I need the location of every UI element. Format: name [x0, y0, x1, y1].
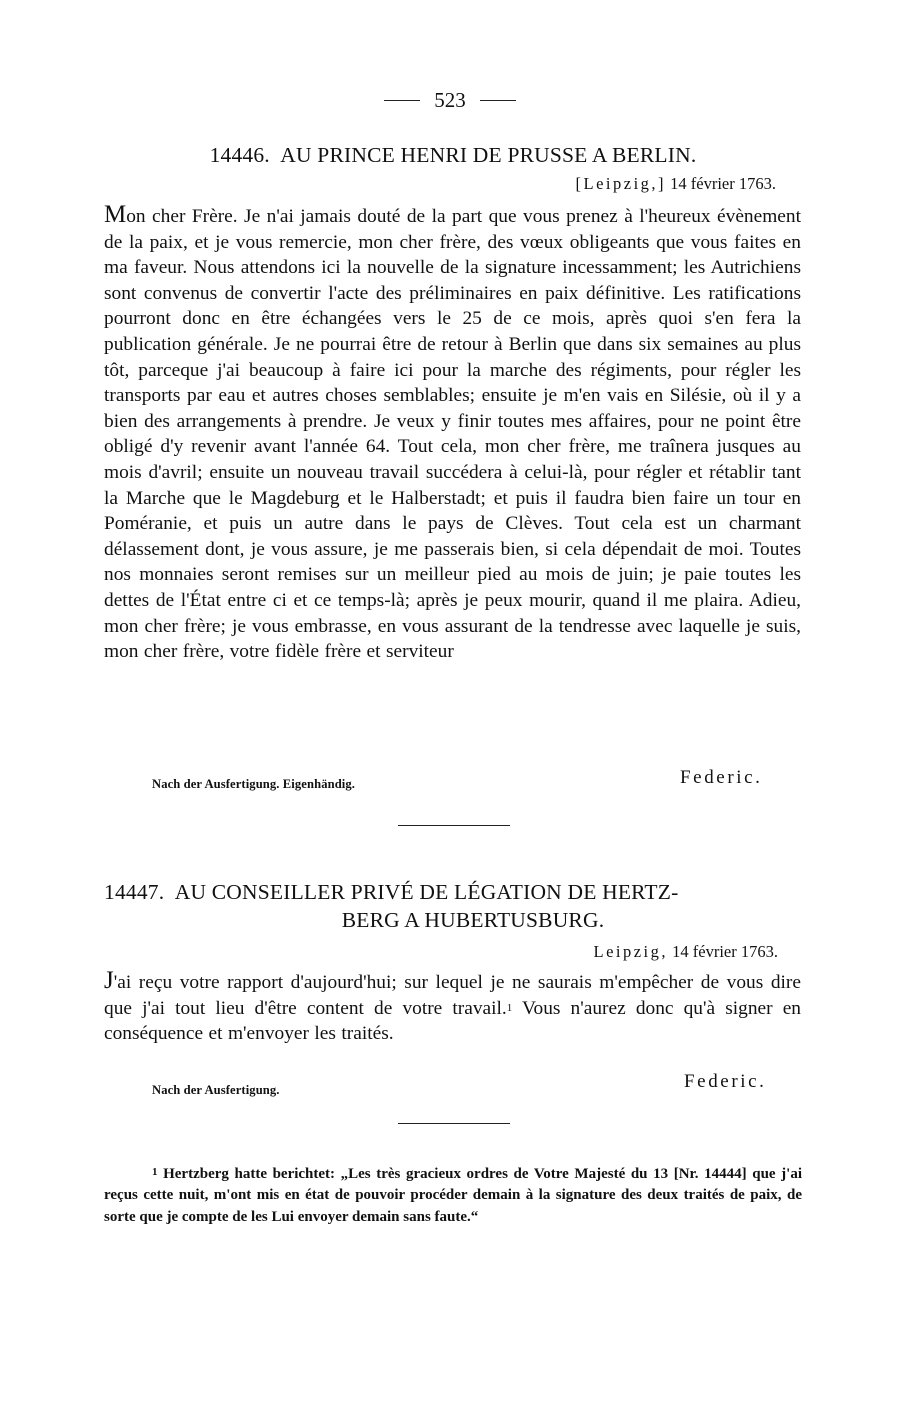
source-note: Nach der Ausfertigung. Eigenhändig.	[152, 777, 356, 791]
letter-number: 14447.	[104, 880, 165, 904]
letter-text-continued: Vous n'aurez donc qu'à signer en conséquence et m'envoyer les traités.	[104, 997, 801, 1045]
letter-text: on cher Frère. Je n'ai jamais douté de la part que vous prenez à l'heureux évènement de la paix, et je vous remercie, mon cher frère, des vœux obligeants que vous faites en ma faveur. Nous attendons ici la nouvelle de la signature incessamment; les Autrichiens sont convenus de convertir l'acte des préliminaires en paix définitive. Les ratifications pourront donc en être échangées vers le 25 de ce mois, après quoi s'en fera la publication générale. Je ne pourrai être de retour à Berlin que dans six semaines au plus tôt, parceque j'ai beaucoup à faire ici pour la marche des régiments, pour régler les transports par eau et autres choses semblables; ensuite je m'en vais en Silésie, où il y a bien des arrangements à prendre. Je veux y finir toutes mes affaires, pour ne point être obligé d'y revenir avant l'année 64. Tout cela, mon cher frère, me traînera jusques au mois d'avril; ensuite un nouveau travail succédera à celui-là, pour régler et rétablir tant la Marche que le Magdeburg et le Halberstadt; et puis il faudra bien faire un tour en Poméranie, et puis un autre dans le pays de Clèves. Tout cela est un charmant délassement dont, je vous assure, je me passerais bien, si cela dépendait de moi. Toutes nos monnaies seront remises sur un meilleur pied au mois de juin; je paie toutes les dettes de l'État entre ci et ce temps-là; après je peux mourir, quand il me plaira. Adieu, mon cher frère; je vous embrasse, en vous assurant de la tendresse avec laquelle je suis, mon cher frère, votre fidèle frère et serviteur	[104, 206, 801, 663]
letter-place: [Leipzig,]	[575, 174, 667, 193]
letter-dateline	[594, 942, 779, 962]
footnote	[104, 1162, 802, 1228]
letter-date: 14 février 1763.	[672, 942, 778, 961]
letter-text: 'ai reçu votre rapport d'aujourd'hui; sur lequel je ne saurais m'empêcher de vous dire que j'ai tout lieu d'être content de votre travail.	[104, 972, 801, 1019]
letter-body	[104, 968, 801, 1047]
letter-title: AU PRINCE HENRI DE PRUSSE A BERLIN.	[280, 143, 697, 167]
header-dash-left	[384, 100, 420, 101]
section-divider	[398, 825, 510, 826]
footnote-mark: 1	[152, 1166, 158, 1178]
letter-place: Leipzig,	[593, 942, 669, 961]
signature: Federic.	[680, 767, 763, 788]
letter-date: 14 février 1763.	[670, 174, 776, 193]
source-note: Nach der Ausfertigung.	[152, 1083, 280, 1097]
signature: Federic.	[684, 1071, 767, 1092]
footnote-reference[interactable]: 1	[506, 1001, 513, 1014]
footnote-divider	[398, 1123, 510, 1124]
page-number: 523	[434, 88, 466, 112]
letter-title-line2: BERG A HUBERTUSBURG.	[341, 908, 605, 932]
letter-title-line1: AU CONSEILLER PRIVÉ DE LÉGATION DE HERTZ-	[174, 880, 679, 904]
letter-initial: J	[104, 967, 114, 994]
page-header	[0, 88, 900, 113]
letter-heading-14446	[104, 141, 802, 169]
header-dash-right	[480, 100, 516, 101]
letter-heading-14447	[104, 878, 802, 934]
letter-initial: M	[104, 201, 127, 228]
letter-dateline	[576, 174, 776, 194]
letter-number: 14446.	[209, 143, 270, 167]
footnote-text: Hertzberg hatte berichtet: „Les très gracieux ordres de Votre Majesté du 13 [Nr. 14444] que j'ai reçus cette nuit, m'ont mis en état de pouvoir procéder demain à la signature des deux traités de paix, de sorte que je compte de les Lui envoyer demain sans faute.“	[104, 1166, 802, 1225]
letter-body	[104, 202, 801, 665]
